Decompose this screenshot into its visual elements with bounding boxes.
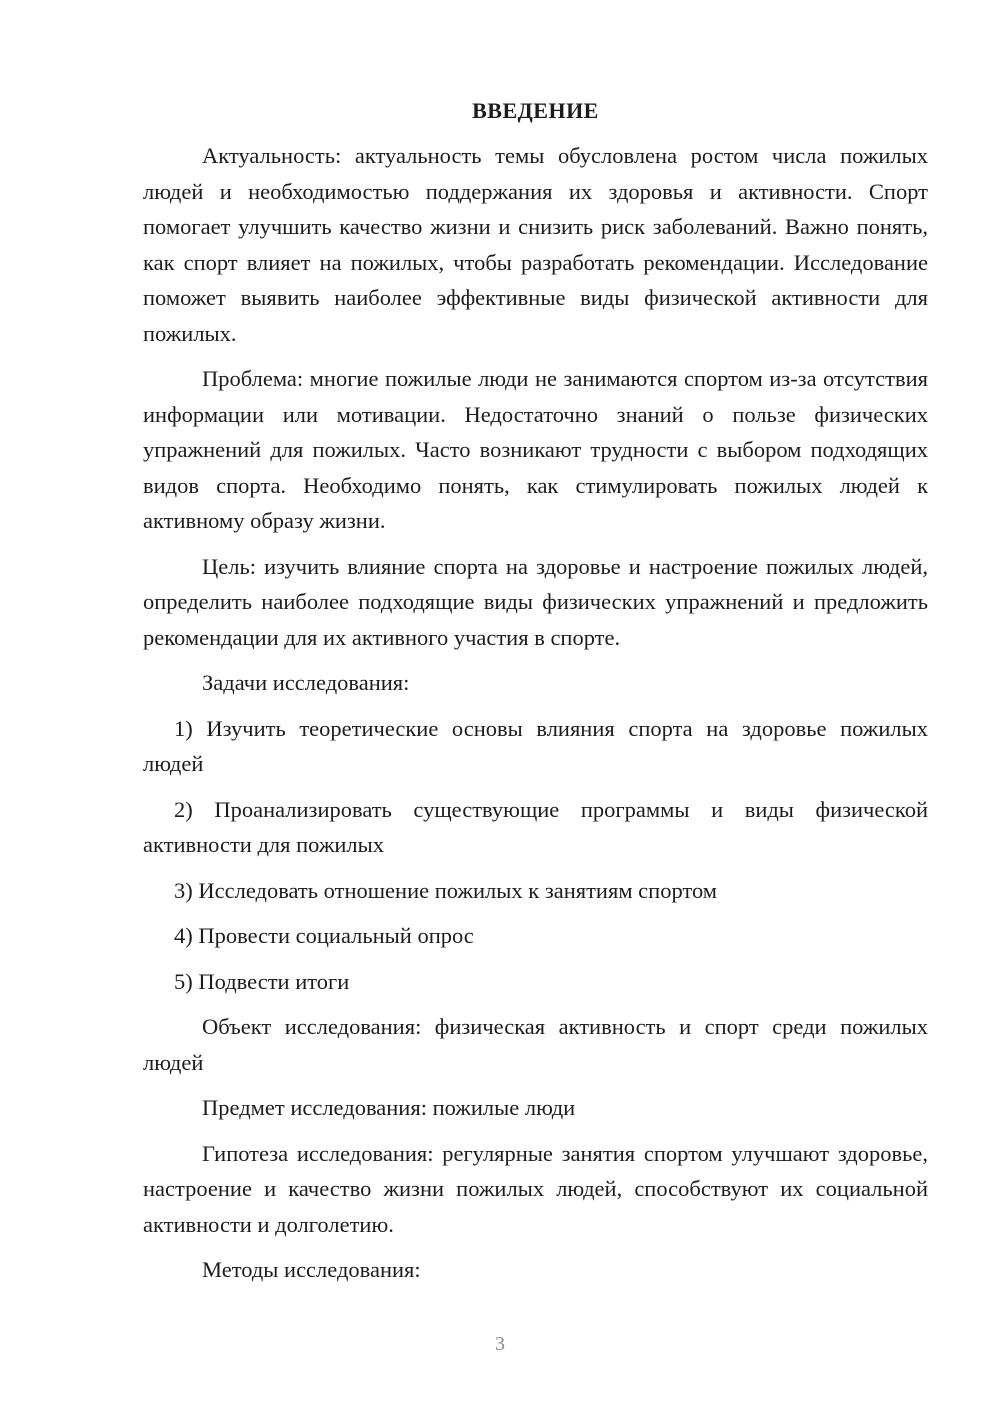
tasks-heading: Задачи исследования: — [202, 670, 410, 695]
paragraph-subject: Предмет исследования: пожилые люди — [202, 1095, 576, 1120]
task-item-5: 5) Подвести итоги — [174, 968, 350, 994]
page-number: 3 — [495, 1333, 505, 1355]
task-item-3: 3) Исследовать отношение пожилых к занятиям спортом — [174, 877, 718, 903]
task-item-1: 1) Изучить теоретические основы влияния спорта на здоровье пожилых людей — [143, 715, 928, 776]
task-item-2: 2) Проанализировать существующие программы и виды физической активности для пожилых — [143, 796, 928, 857]
task-item-4: 4) Провести социальный опрос — [174, 923, 474, 948]
paragraph-goal: Цель: изучить влияние спорта на здоровье и настроение пожилых людей, определить наиболее подходящие виды физических упражнений и предложить рекомендации для их активного участия в спорте. — [143, 553, 928, 650]
methods-heading: Методы исследования: — [202, 1257, 421, 1282]
paragraph-problem: Проблема: многие пожилые люди не занимаются спортом из-за отсутствия информации или мотивации. Недостаточно знаний о пользе физических упражнений для пожилых. Часто возникают трудности с выбором подходящих видов спорта. Необходимо понять, как стимулировать пожилых людей к активному образу жизни. — [143, 366, 928, 533]
paragraph-object: Объект исследования: физическая активность и спорт среди пожилых людей — [143, 1014, 928, 1075]
page-content — [143, 96, 928, 1298]
paragraph-relevance: Актуальность: актуальность темы обусловлена ростом числа пожилых людей и необходимостью поддержания их здоровья и активности. Спорт помогает улучшить качество жизни и снизить риск заболеваний. Важно понять, как спорт влияет на пожилых, чтобы разработать рекомендации. Исследование поможет выявить наиболее эффективные виды физической активности для пожилых. — [143, 143, 928, 346]
paragraph-hypothesis: Гипотеза исследования: регулярные занятия спортом улучшают здоровье, настроение и качество жизни пожилых людей, способствуют их социальной активности и долголетию. — [143, 1140, 928, 1237]
section-title: ВВЕДЕНИЕ — [472, 98, 599, 123]
